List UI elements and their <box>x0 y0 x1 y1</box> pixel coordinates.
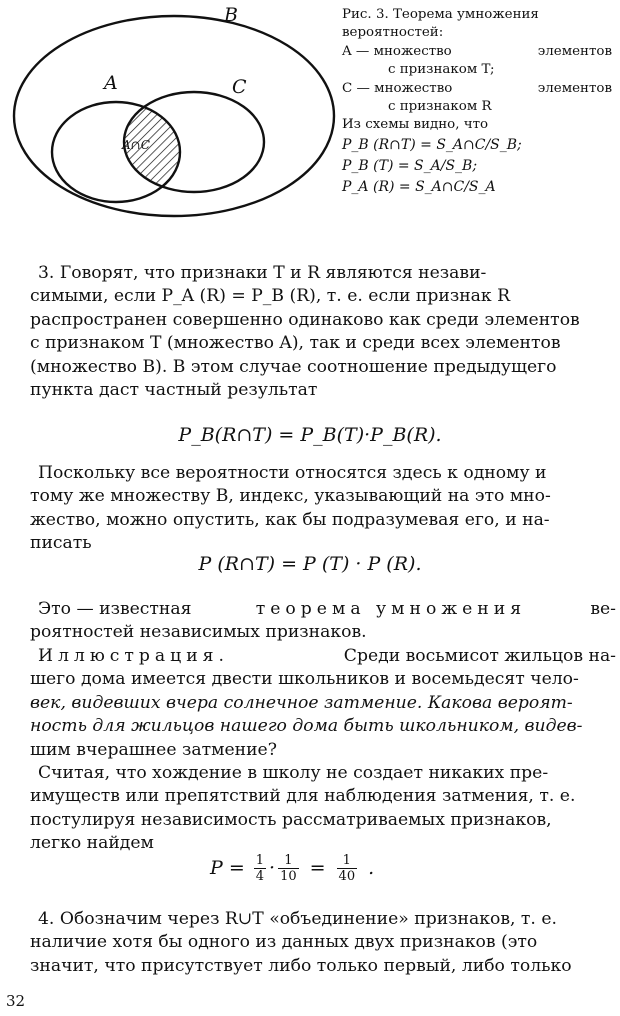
caption-a-right: элементов <box>537 43 612 59</box>
text-line: 3. Говорят, что признаки T и R являются незави- <box>38 263 487 283</box>
text-line: постулируя независимость рассматриваемых признаков, <box>30 809 552 830</box>
caption-a-left: A — множество <box>342 43 452 59</box>
theorem-tail: ве- <box>590 599 616 619</box>
equation-1: P_B(R∩T) = P_B(T)·P_B(R). <box>178 424 442 446</box>
text-line: век, видевших вчера солнечное затмение. Какова вероят- <box>30 692 573 713</box>
eq3-dot: · <box>269 857 276 879</box>
paragraph-solution <box>30 762 616 856</box>
text-line: (множество B). В этом случае соотношение предыдущего <box>30 356 557 377</box>
figure-caption <box>342 6 612 198</box>
set-c-label: C <box>232 76 247 98</box>
equation-3 <box>210 846 374 890</box>
caption-a-sub: с признаком T; <box>388 62 495 78</box>
eq3-lhs: P = <box>210 857 245 879</box>
text-line: пункта даст частный результат <box>30 380 318 401</box>
text-line: жество, можно опустить, как бы подразумевая его, и на- <box>30 509 550 530</box>
text-line: наличие хотя бы одного из данных двух признаков (это <box>30 932 538 953</box>
set-b-label: B <box>224 4 238 26</box>
text-line: значит, что присутствует либо только первый, либо только <box>30 955 572 976</box>
page-number: 32 <box>6 992 26 1010</box>
theorem-name: теорема умножения <box>255 599 527 619</box>
text-line: распространен совершенно одинаково как среди элементов <box>30 309 580 330</box>
illustration-start: Среди восьмисот жильцов на- <box>343 646 616 666</box>
illustration-heading: Иллюстрация. <box>38 646 229 666</box>
eq3-period: . <box>368 857 375 879</box>
intersection-label: A∩C <box>122 138 150 152</box>
set-b-ellipse <box>14 16 334 216</box>
text-line: симыми, если P_A (R) = P_B (R), т. е. если признак R <box>30 286 511 307</box>
frac-denominator: 4 <box>255 868 265 884</box>
paragraph-illustration <box>30 645 616 762</box>
text-line: тому же множеству B, индекс, указывающий на это мно- <box>30 486 551 507</box>
text-line: ность для жильцов нашего дома быть школьником, видев- <box>30 716 583 737</box>
equation-2: P (R∩T) = P (T) · P (R). <box>198 553 422 575</box>
text-line: писать <box>30 533 92 554</box>
venn-diagram-graphic <box>4 4 336 222</box>
frac-numerator: 1 <box>255 852 265 868</box>
caption-note: Из схемы видно, что <box>342 117 489 133</box>
text-line: с признаком T (множество A), так и среди всех элементов <box>30 333 561 354</box>
text-line: Считая, что хождение в школу не создает никаких пре- <box>38 763 549 783</box>
frac-numerator: 1 <box>284 852 293 868</box>
frac-denominator: 40 <box>338 868 356 884</box>
caption-formula-3: P_A (R) = S_A∩C/S_A <box>342 178 496 195</box>
text-line: шим вчерашнее затмение? <box>30 739 277 760</box>
paragraph-union <box>30 908 616 978</box>
frac-numerator: 1 <box>342 852 351 868</box>
text-line <box>30 598 616 621</box>
frac-denominator: 10 <box>280 868 297 884</box>
paragraph-theorem <box>30 598 616 645</box>
caption-c-right: элементов <box>537 80 612 96</box>
caption-formula-2: P_B (T) = S_A/S_B; <box>342 157 478 174</box>
text-line <box>30 645 616 668</box>
set-a-label: A <box>104 72 118 94</box>
fraction-1-10 <box>278 853 299 884</box>
text-line: шего дома имеется двести школьников и восемьдесят чело- <box>30 669 579 690</box>
caption-title: Рис. 3. Теорема умножения вероятностей: <box>342 7 539 41</box>
text-line: Поскольку все вероятности относятся здесь к одному и <box>38 463 547 483</box>
text-line: 4. Обозначим через R∪T «объединение» признаков, т. е. <box>38 909 557 929</box>
caption-formula-1: P_B (R∩T) = S_A∩C/S_B; <box>342 136 522 153</box>
caption-a-line <box>342 43 612 61</box>
text-line: имуществ или препятствий для наблюдения затмения, т. е. <box>30 786 576 807</box>
fraction-1-40 <box>337 853 358 884</box>
theorem-intro: Это — известная <box>38 599 192 619</box>
text-line: легко найдем <box>30 833 154 854</box>
caption-c-line <box>342 80 612 98</box>
fraction-1-4 <box>254 853 266 884</box>
paragraph-omit-index <box>30 462 616 556</box>
text-line: роятностей независимых признаков. <box>30 622 367 643</box>
eq3-equals: = <box>309 857 326 879</box>
venn-diagram <box>4 4 336 222</box>
caption-c-left: C — множество <box>342 80 453 96</box>
paragraph-independence <box>30 262 616 402</box>
caption-c-sub: с признаком R <box>388 99 492 115</box>
